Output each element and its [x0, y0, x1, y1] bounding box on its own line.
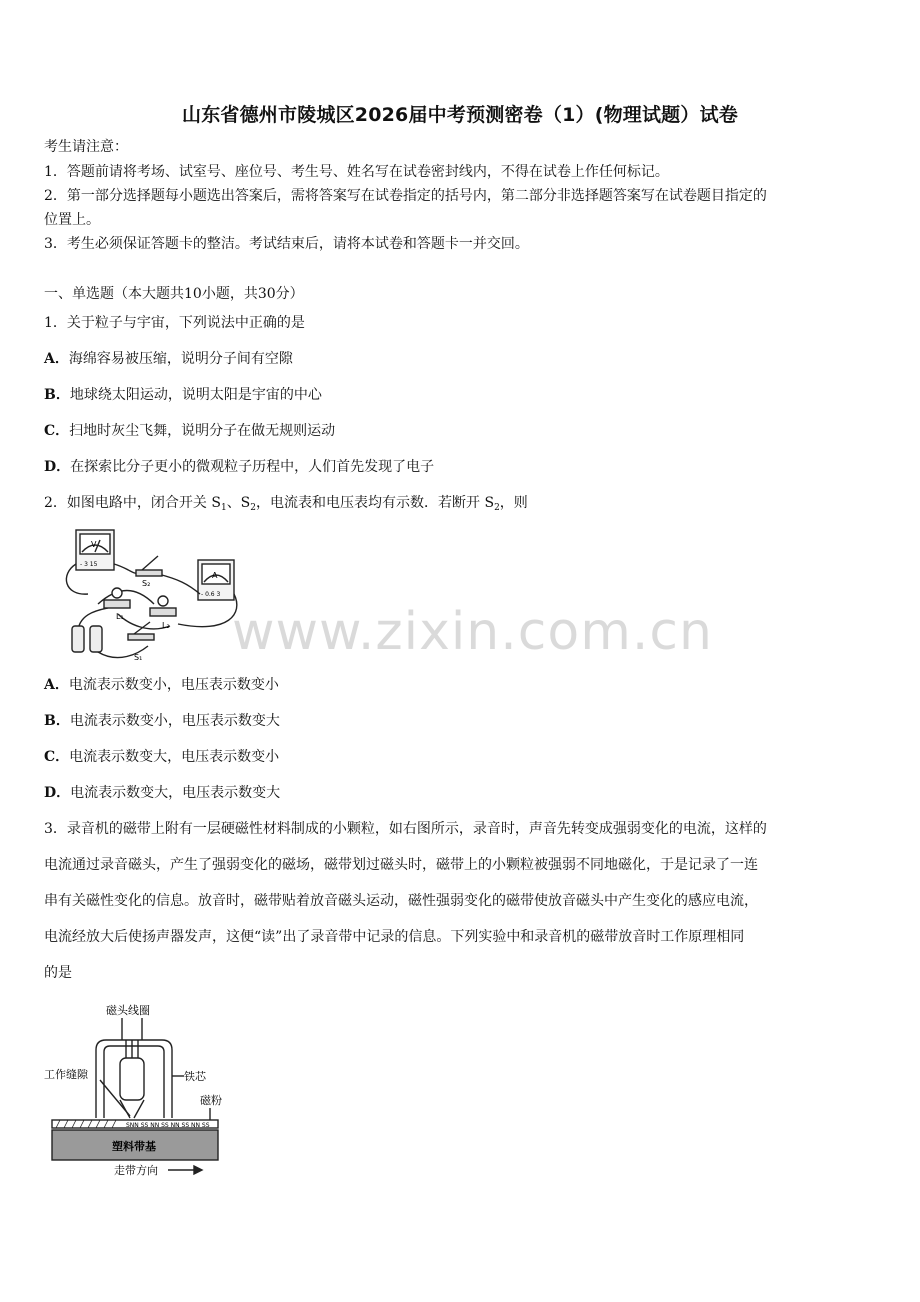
- q3-line: 3．录音机的磁带上附有一层硬磁性材料制成的小颗粒，如右图所示，录音时，声音先转变成强弱变化的电流，这样的: [44, 821, 767, 837]
- notice-item: 2．第一部分选择题每小题选出答案后，需将答案写在试卷指定的括号内，第二部分非选择题答案写在试卷题目指定的: [44, 188, 767, 204]
- voltmeter-symbol: V: [91, 540, 97, 549]
- s1-label: S₁: [134, 653, 143, 662]
- q2-option-b: B．电流表示数变小，电压表示数变大: [44, 713, 280, 729]
- voltmeter-scale: - 3 15: [80, 561, 98, 568]
- s2-label: S₂: [142, 579, 151, 588]
- notice-item: 位置上。: [44, 212, 100, 228]
- watermark: www.zixin.com.cn: [232, 602, 713, 662]
- poles-label: SNN SS NN SS NN SS NN SS: [126, 1122, 210, 1129]
- l2-label: L₂: [162, 621, 170, 630]
- q3-line: 电流经放大后使扬声器发声，这便“读”出了录音带中记录的信息。下列实验中和录音机的磁带放音时工作原理相同: [44, 929, 745, 945]
- q1-option-b: B．地球绕太阳运动，说明太阳是宇宙的中心: [44, 387, 322, 403]
- q1-option-a: A．海绵容易被压缩，说明分子间有空隙: [44, 351, 293, 367]
- ammeter-scale: - 0.6 3: [201, 591, 221, 598]
- question-1-stem: 1．关于粒子与宇宙，下列说法中正确的是: [44, 315, 305, 331]
- q3-line: 电流通过录音磁头，产生了强弱变化的磁场，磁带划过磁头时，磁带上的小颗粒被强弱不同地磁化，于是记录了一连: [44, 857, 758, 873]
- ammeter-symbol: A: [212, 571, 218, 580]
- circuit-figure: [58, 524, 248, 666]
- notice-item: 3．考生必须保证答题卡的整洁。考试结束后，请将本试卷和答题卡一并交回。: [44, 236, 529, 252]
- page-title: 山东省德州市陵城区2026届中考预测密卷（1）(物理试题）试卷: [182, 104, 738, 126]
- section-heading: 一、单选题（本大题共10小题，共30分）: [44, 286, 304, 302]
- q2-option-c: C．电流表示数变大，电压表示数变小: [44, 749, 280, 765]
- gap-label: 工作缝隙: [44, 1068, 88, 1081]
- coil-label: 磁头线圈: [106, 1004, 150, 1017]
- question-2-stem: 2．如图电路中，闭合开关 $S_1$、$S_2$，电流表和电压表均有示数．若断开 $S_2$，则: [44, 495, 528, 513]
- q2-option-a: A．电流表示数变小，电压表示数变小: [44, 677, 279, 693]
- q3-line: 的是: [44, 965, 72, 981]
- q1-option-d: D．在探索比分子更小的微观粒子历程中，人们首先发现了电子: [44, 459, 435, 475]
- core-label: 铁芯: [184, 1070, 206, 1083]
- notice-item: 1．答题前请将考场、试室号、座位号、考生号、姓名写在试卷密封线内，不得在试卷上作任何标记。: [44, 164, 669, 180]
- base-label: 塑料带基: [112, 1140, 156, 1153]
- l1-label: L₁: [116, 612, 124, 621]
- q2-option-d: D．电流表示数变大，电压表示数变大: [44, 785, 281, 801]
- notice-heading: 考生请注意：: [44, 139, 128, 155]
- q3-line: 串有关磁性变化的信息。放音时，磁带贴着放音磁头运动，磁性强弱变化的磁带使放音磁头中产生变化的感应电流，: [44, 893, 758, 909]
- direction-label: 走带方向: [114, 1164, 158, 1177]
- tape-head-figure: [44, 1000, 234, 1180]
- q1-option-c: C．扫地时灰尘飞舞，说明分子在做无规则运动: [44, 423, 336, 439]
- powder-label: 磁粉: [200, 1094, 222, 1107]
